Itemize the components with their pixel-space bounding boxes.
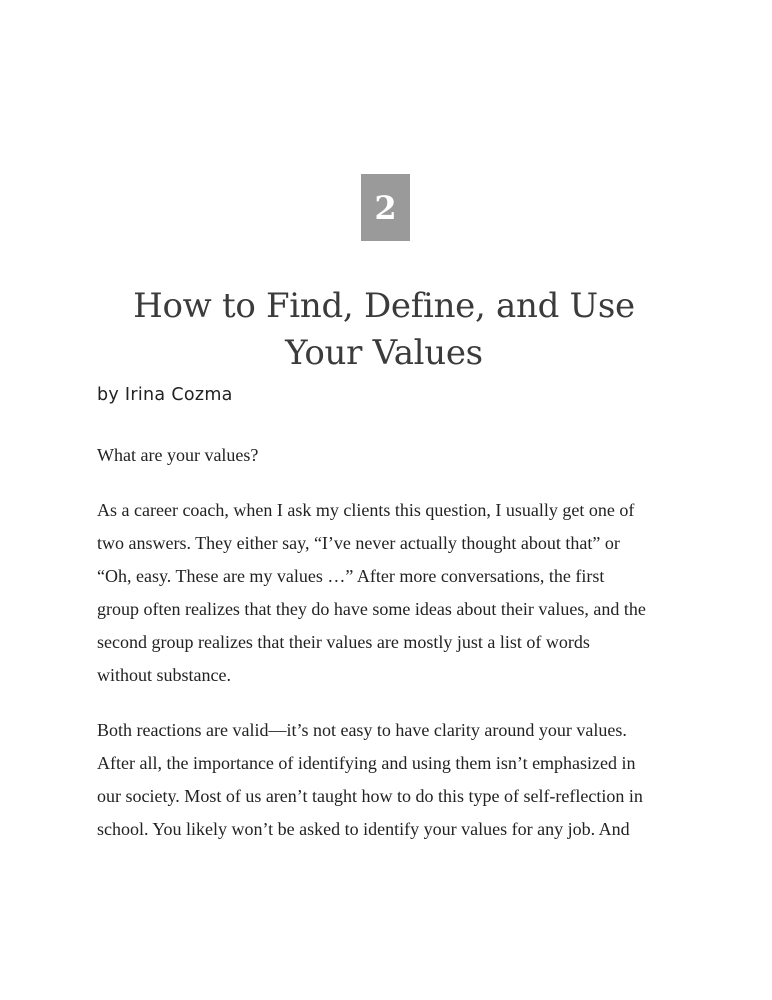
chapter-number: 2 [374,188,397,227]
paragraph-1-line: without substance. [97,665,231,685]
paragraph-2-line: our society. Most of us aren’t taught how to do this type of self-reflection in [97,786,643,806]
chapter-title [96,283,672,377]
paragraph-2-line: school. You likely won’t be asked to identify your values for any job. And [97,819,630,839]
paragraph-2-line: Both reactions are valid—it’s not easy to have clarity around your values. [97,720,627,740]
paragraph-1-line: second group realizes that their values are mostly just a list of words [97,632,590,652]
author-byline: by Irina Cozma [97,385,233,405]
paragraph-1-line: As a career coach, when I ask my clients this question, I usually get one of [97,500,635,520]
chapter-title-line-2: Your Values [285,333,483,373]
paragraph-1 [97,494,697,692]
paragraph-2 [97,714,697,846]
paragraph-1-line: two answers. They either say, “I’ve never actually thought about that” or [97,533,620,553]
chapter-title-line-1: How to Find, Define, and Use [133,286,635,326]
paragraph-1-line: group often realizes that they do have some ideas about their values, and the [97,599,646,619]
body-text [97,439,697,846]
paragraph-1-line: “Oh, easy. These are my values …” After more conversations, the first [97,566,605,586]
opening-question: What are your values? [97,445,259,465]
paragraph-2-line: After all, the importance of identifying and using them isn’t emphasized in [97,753,636,773]
chapter-number-badge [361,174,410,241]
